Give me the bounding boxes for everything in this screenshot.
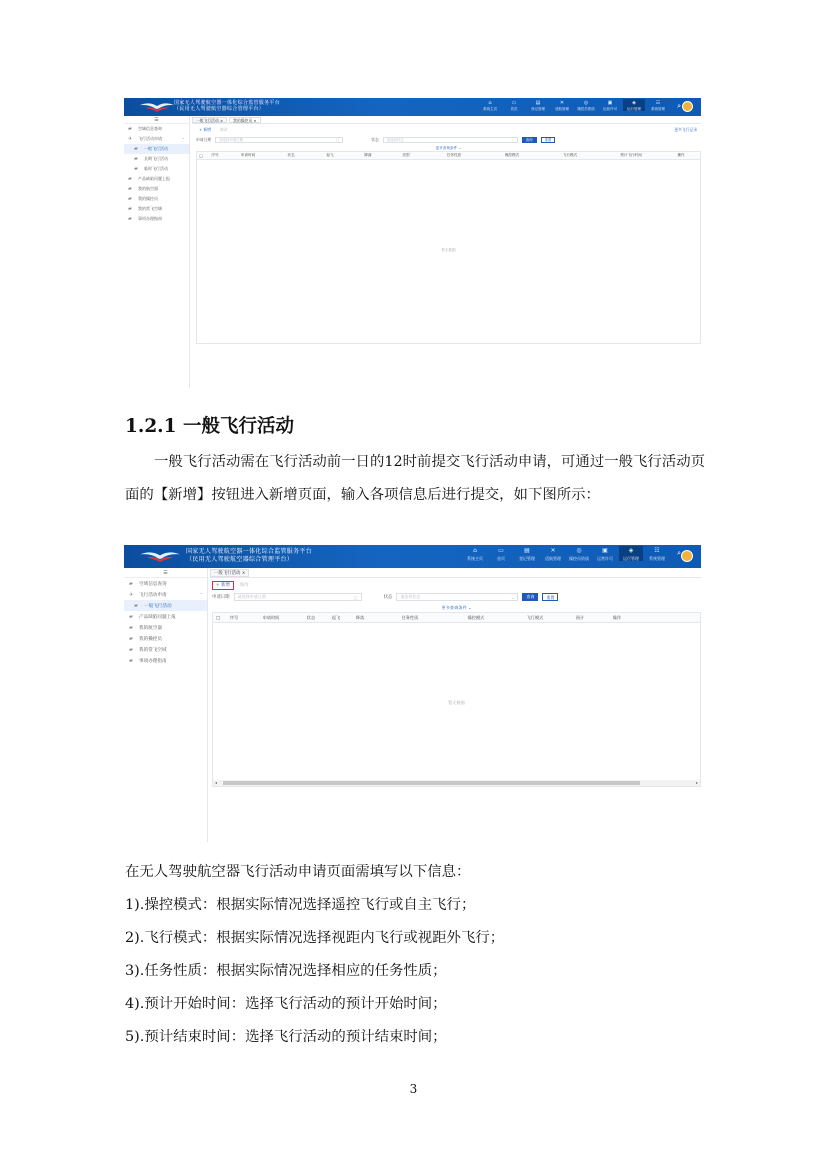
folder-icon: ▰ [129, 646, 133, 653]
date-input[interactable] [234, 593, 362, 601]
monitor-icon: ▭ [498, 547, 504, 554]
status-label: 状态 [383, 595, 393, 600]
folder-icon: ▰ [128, 186, 132, 192]
brand-title [174, 100, 280, 112]
document-icon: ▤ [524, 547, 530, 554]
col-header: 操控模式 [504, 153, 520, 157]
avatar[interactable] [681, 550, 693, 562]
col-header: 起飞 [326, 153, 334, 157]
nav-label: 操控员资质 [577, 107, 595, 111]
date-label: 申请日期 [196, 136, 212, 142]
col-header: 申请时间 [240, 153, 256, 157]
sidebar-item-label: 产品缺陷问题上报 [139, 614, 176, 620]
nav-operation-management[interactable] [619, 546, 643, 561]
reset-button[interactable]: 重置 [542, 593, 558, 601]
nav-pilot-qualification[interactable] [567, 546, 591, 561]
brand-line-2: （民用无人驾驶航空器综合管理平台） [174, 106, 265, 112]
nav-operation-management[interactable] [623, 99, 645, 111]
edit-button[interactable]: 修改 [239, 583, 249, 588]
nav-label: 系统管理 [649, 556, 665, 561]
toolbar [212, 580, 701, 590]
col-header: 类型 [402, 153, 410, 157]
edit-button[interactable]: 修改 [219, 127, 228, 132]
badge-icon: ◎ [576, 547, 582, 554]
folder-icon: ▰ [134, 166, 138, 172]
caac-wings-logo-icon [138, 548, 182, 565]
sidebar-item-label: 飞行活动申请 [138, 136, 162, 141]
sidebar-item-my-airspace[interactable] [124, 644, 207, 655]
plane-icon: ✈ [129, 591, 134, 598]
date-placeholder: 请选择申请日期 [237, 594, 266, 599]
sidebar-item-label: 我的操控员 [138, 196, 158, 201]
col-header: 状态 [306, 614, 316, 620]
nav-home[interactable] [503, 99, 525, 111]
top-banner [124, 545, 701, 568]
select-all-checkbox[interactable]: □ [216, 615, 220, 620]
sidebar-item-my-aircraft[interactable] [124, 184, 189, 194]
nav-operation-license[interactable] [593, 546, 617, 561]
sidebar-item-airspace-query[interactable] [124, 124, 189, 134]
nav-operation-license[interactable] [599, 99, 621, 111]
sidebar-item-defect-report[interactable] [124, 611, 207, 622]
select-all-checkbox[interactable]: □ [199, 153, 203, 158]
brand-line-1: 国家无人驾驶航空器一体化综合监管服务平台 [186, 548, 313, 555]
folder-icon: ▰ [134, 156, 138, 162]
col-header: 申请时间 [262, 614, 280, 620]
col-header: 飞行模式 [562, 153, 578, 157]
nav-registration[interactable] [527, 99, 549, 111]
sidebar-item-my-pilots[interactable] [124, 633, 207, 644]
folder-icon: ▰ [134, 146, 138, 152]
filter-bar [212, 590, 701, 604]
date-input[interactable] [215, 137, 343, 143]
card-icon: ▣ [607, 100, 613, 106]
status-select[interactable] [396, 593, 518, 601]
list-item: 5).预计结束时间：选择飞行活动的预计结束时间； [125, 1029, 447, 1045]
empty-state: 暂无数据 [448, 699, 465, 705]
sidebar-item-label: 我的操控员 [139, 636, 162, 642]
more-conditions-toggle[interactable]: 更多查询条件 ⌄ [441, 605, 472, 610]
col-header: 起飞 [331, 614, 341, 620]
sidebar [124, 116, 190, 388]
sidebar-item-guide[interactable] [124, 214, 189, 224]
folder-icon: ▰ [129, 657, 133, 664]
badge-icon: ◎ [583, 100, 589, 106]
document-icon: ▤ [535, 100, 541, 106]
nav-label: 运营许可 [597, 556, 613, 561]
search-icon[interactable]: ⌕ [677, 102, 681, 110]
sidebar-item-airspace-query[interactable] [124, 578, 207, 589]
sidebar-item-label: 我的航空器 [139, 625, 162, 631]
scroll-left-icon[interactable]: ◂ [215, 780, 218, 785]
nav-label: 首页 [497, 556, 505, 561]
reset-button[interactable]: 重置 [541, 137, 556, 143]
col-header: 状态 [287, 153, 295, 157]
list-item: 1).操控模式：根据实际情况选择遥控飞行或自主飞行； [125, 897, 476, 913]
screenshot-general-flight-list [124, 98, 701, 388]
folder-icon: ▰ [128, 196, 132, 202]
list-item: 2).飞行模式：根据实际情况选择视距内飞行或视距外飞行； [125, 930, 505, 946]
plane-icon: ✈ [128, 136, 133, 142]
nav-label: 系统管理 [651, 107, 665, 111]
main-content [196, 126, 701, 388]
home-icon: ⌂ [473, 547, 477, 554]
tab-label: 一般飞行活动 [196, 117, 219, 123]
col-header: 序号 [229, 614, 239, 620]
nav-system-home[interactable] [463, 546, 487, 561]
sidebar-item-label: 空域信息查询 [138, 126, 162, 131]
sidebar-item-long-term-flight[interactable] [124, 154, 189, 164]
sidebar-item-label: 事项办理指南 [139, 658, 167, 664]
tab-label: 我的操控员 [233, 117, 253, 123]
add-button[interactable]: + 新增 [212, 581, 234, 590]
col-header: 任务性质 [401, 614, 419, 620]
sidebar-item-label: 一般飞行活动 [144, 603, 172, 609]
monitor-icon: ▭ [511, 100, 517, 106]
brand-line-2: （民用无人驾驶航空器综合管理平台） [186, 555, 294, 563]
caac-wings-logo-icon [138, 100, 176, 114]
scroll-right-icon[interactable]: ▸ [695, 780, 698, 785]
page-number: 3 [409, 1082, 418, 1096]
top-banner [124, 98, 701, 116]
folder-icon: ▰ [128, 176, 132, 182]
nav-label: 运行管理 [623, 556, 639, 561]
screenshot-general-flight-add [124, 545, 701, 842]
sidebar-item-label: 临时飞行活动 [144, 166, 168, 171]
card-icon: ▣ [602, 547, 608, 554]
col-header: 预计 [575, 614, 585, 620]
filter-bar [196, 134, 701, 145]
nav-label: 操控员资质 [569, 556, 589, 561]
nav-registration[interactable] [515, 546, 539, 561]
nav-label: 登记管理 [531, 107, 545, 111]
menu-toggle-icon[interactable]: ☰ [124, 568, 207, 578]
chevron-up-icon: ⌃ [199, 592, 203, 597]
data-table [196, 151, 701, 344]
page-tabs [192, 116, 701, 124]
folder-icon: ▰ [129, 580, 133, 587]
folder-icon: ▰ [134, 602, 138, 609]
sidebar-item-label: 产品缺陷问题上报 [138, 176, 170, 181]
nav-system-management[interactable] [647, 99, 669, 111]
nav-label: 系统主页 [483, 107, 497, 111]
search-icon[interactable]: ⌕ [677, 549, 681, 557]
date-placeholder: 请选择申请日期 [219, 138, 243, 142]
list-item: 4).预计开始时间：选择飞行活动的预计开始时间； [125, 996, 447, 1012]
brand-title [186, 548, 312, 563]
sidebar-item-label: 我的常飞空域 [139, 647, 167, 653]
tab-general-flight[interactable]: 一般飞行活动 × [210, 569, 249, 577]
nav-label: 运行管理 [627, 107, 641, 111]
status-select[interactable] [383, 137, 518, 143]
sidebar-item-flight-application[interactable] [124, 589, 207, 600]
more-records-link[interactable]: 更多飞行记录 [674, 127, 697, 132]
tab-label: 一般飞行活动 [214, 570, 241, 576]
nav-airworthiness[interactable] [541, 546, 565, 561]
horizontal-scrollbar[interactable] [213, 780, 700, 786]
empty-state: 暂无数据 [441, 247, 456, 252]
scroll-thumb[interactable] [223, 781, 640, 785]
status-placeholder: 请选择状态 [400, 594, 421, 599]
query-button[interactable]: 查询 [522, 593, 538, 601]
col-header: 操控模式 [467, 614, 485, 620]
brand-line-1: 国家无人驾驶航空器一体化综合监管服务平台 [174, 100, 281, 106]
col-header: 操作 [677, 153, 685, 157]
list-item: 3).任务性质：根据实际情况选择相应的任务性质； [125, 963, 447, 979]
nav-label: 登记管理 [519, 556, 535, 561]
sidebar-item-general-flight[interactable] [124, 600, 207, 611]
date-label: 申请日期 [212, 595, 230, 600]
sidebar-item-defect-report[interactable] [124, 174, 189, 184]
more-conditions-label: 更多查询条件 [435, 146, 458, 150]
status-placeholder: 请选择状态 [386, 138, 404, 142]
sidebar-item-label: 空域信息查询 [139, 581, 167, 587]
folder-icon: ▰ [128, 206, 132, 212]
more-conditions-label: 更多查询条件 [441, 605, 467, 610]
tab-general-flight[interactable]: 一般飞行活动 × [192, 117, 227, 123]
tab-my-pilots[interactable]: 我的操控员 × [229, 117, 260, 123]
sidebar-item-temporary-flight[interactable] [124, 164, 189, 174]
nav-home[interactable] [489, 546, 513, 561]
chevron-down-icon: ⌄ [511, 594, 515, 600]
nav-system-home[interactable] [479, 99, 501, 111]
drone-icon: ✕ [559, 100, 565, 106]
sidebar [124, 568, 208, 842]
folder-icon: ▰ [129, 635, 133, 642]
sidebar-item-my-pilots[interactable] [124, 194, 189, 204]
sidebar-item-label: 事项办理指南 [138, 216, 162, 221]
chevron-up-icon: ⌃ [181, 136, 185, 142]
route-icon: ◈ [628, 547, 634, 554]
sidebar-item-label: 我的常飞空域 [138, 206, 162, 211]
calendar-icon: ▢ [335, 137, 340, 142]
paragraph-intro: 一般飞行活动需在飞行活动前一日的12时前提交飞行活动申请，可通过一般飞行活动页面的【新增】按钮进入新增页面，输入各项信息后进行提交，如下图所示： [125, 454, 705, 503]
col-header: 任务性质 [446, 153, 462, 157]
settings-icon: ☷ [655, 100, 661, 106]
toolbar [196, 126, 701, 134]
nav-label: 运营许可 [603, 107, 617, 111]
status-label: 状态 [371, 136, 379, 142]
settings-icon: ☷ [654, 547, 660, 554]
col-header: 降落 [355, 614, 365, 620]
table-header [197, 152, 700, 160]
data-table [212, 612, 701, 787]
col-header: 操作 [612, 614, 622, 620]
route-icon: ◈ [632, 100, 636, 106]
nav-system-management[interactable] [645, 546, 669, 561]
sidebar-item-label: 一般飞行活动 [144, 146, 168, 151]
nav-pilot-qualification[interactable] [575, 99, 597, 111]
nav-label: 适航管理 [545, 556, 561, 561]
nav-airworthiness[interactable] [551, 99, 573, 111]
sidebar-item-general-flight[interactable] [124, 144, 189, 154]
drone-icon: ✕ [550, 547, 556, 554]
avatar[interactable] [682, 101, 693, 112]
top-nav [463, 546, 669, 561]
calendar-icon: ▢ [353, 594, 358, 600]
folder-icon: ▰ [128, 216, 132, 222]
folder-icon: ▰ [129, 624, 133, 631]
sidebar-item-guide[interactable] [124, 655, 207, 666]
sidebar-item-my-aircraft[interactable] [124, 622, 207, 633]
col-header: 降落 [364, 153, 372, 157]
col-header: 飞行模式 [526, 614, 544, 620]
top-nav [479, 99, 669, 111]
nav-label: 适航管理 [555, 107, 569, 111]
sidebar-item-label: 飞行活动申请 [139, 592, 167, 598]
col-header: 预计飞行时间 [620, 153, 642, 157]
menu-toggle-icon[interactable]: ☰ [124, 116, 189, 124]
sidebar-item-label: 长期飞行活动 [144, 156, 168, 161]
section-heading: 1.2.1 一般飞行活动 [125, 416, 294, 437]
more-conditions-toggle[interactable]: 更多查询条件 ⌄ [435, 146, 462, 150]
query-button[interactable]: 查询 [522, 137, 537, 143]
sidebar-item-label: 我的航空器 [138, 186, 158, 191]
folder-icon: ▰ [128, 126, 132, 132]
nav-label: 系统主页 [467, 556, 483, 561]
nav-label: 首页 [510, 107, 518, 111]
sidebar-item-flight-application[interactable] [124, 134, 189, 144]
page-tabs [210, 568, 701, 578]
table-header [213, 613, 700, 623]
main-content [212, 580, 701, 842]
sidebar-item-my-airspace[interactable] [124, 204, 189, 214]
home-icon: ⌂ [488, 100, 492, 106]
list-intro: 在无人驾驶航空器飞行活动申请页面需填写以下信息： [125, 864, 471, 880]
col-header: 序号 [211, 153, 219, 157]
folder-icon: ▰ [129, 613, 133, 620]
chevron-down-icon: ⌄ [510, 137, 514, 142]
add-button[interactable]: + 新增 [199, 127, 211, 132]
